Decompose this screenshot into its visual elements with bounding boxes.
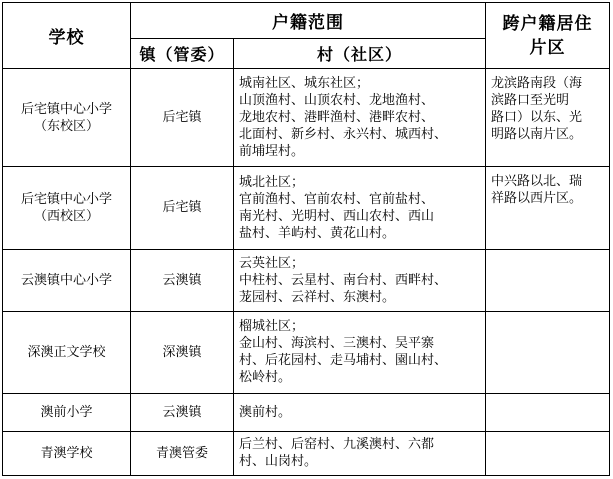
cross-area-cell: 中兴路以北、瑞 祥路以西片区。: [486, 167, 610, 249]
table-row: [3, 311, 610, 393]
town-cell: 云澳镇: [131, 249, 234, 311]
school-cell: 云澳镇中心小学: [3, 249, 131, 311]
header-town: 镇（管委）: [131, 39, 234, 69]
town-cell: 深澳镇: [131, 311, 234, 393]
town-cell: 青澳管委: [131, 431, 234, 475]
village-cell: 澳前村。: [234, 393, 486, 431]
town-cell: 后宅镇: [131, 167, 234, 249]
village-cell: 后兰村、后窑村、九溪澳村、六都 村、山岗村。: [234, 431, 486, 475]
village-cell: 城南社区、城东社区； 山顶渔村、山顶农村、龙地渔村、 龙地农村、港畔渔村、港畔农村、 北面村、新乡村、永兴村、城西村、 前埔埕村。: [234, 69, 486, 167]
table-row: [3, 167, 610, 249]
header-village: 村（社区）: [234, 39, 486, 69]
town-cell: 云澳镇: [131, 393, 234, 431]
school-cell: 澳前小学: [3, 393, 131, 431]
table-row: [3, 393, 610, 431]
cross-area-cell: [486, 311, 610, 393]
cross-area-cell: [486, 393, 610, 431]
table-row: [3, 249, 610, 311]
village-cell: 城北社区； 官前渔村、官前农村、官前盐村、 南光村、光明村、西山农村、西山 盐村、羊屿村、黄花山村。: [234, 167, 486, 249]
school-cell: 后宅镇中心小学 （东校区）: [3, 69, 131, 167]
school-cell: 青澳学校: [3, 431, 131, 475]
town-cell: 后宅镇: [131, 69, 234, 167]
header-school: 学校: [3, 3, 131, 69]
school-cell: 深澳正文学校: [3, 311, 131, 393]
header-huji-range: 户籍范围: [131, 3, 486, 39]
cross-area-cell: 龙滨路南段（海 滨路口至光明 路口）以东、光 明路以南片区。: [486, 69, 610, 167]
cross-area-cell: [486, 431, 610, 475]
school-cell: 后宅镇中心小学 （西校区）: [3, 167, 131, 249]
cross-area-cell: [486, 249, 610, 311]
village-cell: 榴城社区； 金山村、海滨村、三澳村、吴平寨 村、后花园村、走马埔村、園山村、 松岭村。: [234, 311, 486, 393]
school-district-table: [2, 2, 610, 476]
village-cell: 云英社区； 中柱村、云星村、南台村、西畔村、 茏园村、云祥村、东澳村。: [234, 249, 486, 311]
table-row: [3, 69, 610, 167]
header-cross-residence: 跨户籍居住 片区: [486, 3, 610, 69]
table-row: [3, 431, 610, 475]
